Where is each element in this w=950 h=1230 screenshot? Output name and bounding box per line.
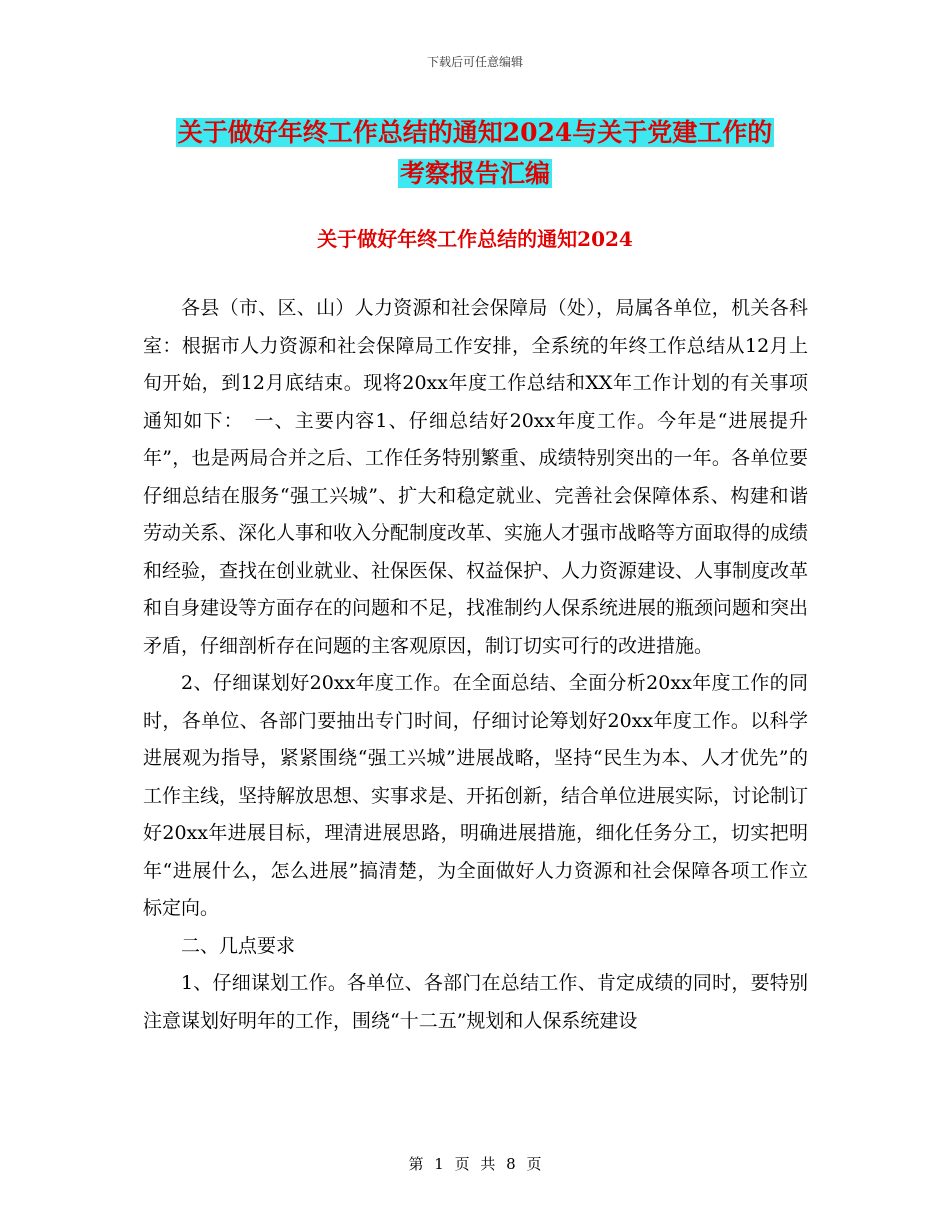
document-title xyxy=(0,112,950,194)
section-title: 关于做好年终工作总结的通知2024 xyxy=(317,227,633,251)
document-title-line-1: 关于做好年终工作总结的通知2024与关于党建工作的 xyxy=(177,118,773,147)
paragraph: 二、几点要求 xyxy=(181,934,296,957)
header-note: 下载后可任意编辑 xyxy=(426,55,523,69)
page-number-footer: 第 1 页 共 8 页 xyxy=(408,1155,542,1173)
paragraph: 2、仔细谋划好20xx年度工作。在全面总结、全面分析20xx年度工作的同时，各单位、各部门要抽出专门时间，仔细讨论筹划好20xx年度工作。以科学进展观为指导，紧紧围绕“强工兴城”进展战略，坚持“民生为本、人才优先”的工作主线，坚持解放思想、实事求是、开拓创新，结合单位进展实际，讨论制订好20xx年进展目标，理清进展思路，明确进展措施，细化任务分工，切实把明年“进展什么，怎么进展”搞清楚，为全面做好人力资源和社会保障各项工作立标定向。 xyxy=(143,672,809,919)
document-body xyxy=(143,290,808,1040)
paragraph: 各县（市、区、山）人力资源和社会保障局（处），局属各单位，机关各科室：根据市人力资源和社会保障局工作安排，全系统的年终工作总结从12月上旬开始，到12月底结束。现将20xx年度工作总结和XX年工作计划的有关事项通知如下： 一、主要内容1、仔细总结好20xx年度工作。今年是“进展提升年”，也是两局合并之后、工作任务特别繁重、成绩特别突出的一年。各单位要仔细总结在服务“强工兴城”、扩大和稳定就业、完善社会保障体系、构建和谐劳动关系、深化人事和收入分配制度改革、实施人才强市战略等方面取得的成绩和经验，查找在创业就业、社保医保、权益保护、人力资源建设、人事制度改革和自身建设等方面存在的问题和不足，找准制约人保系统进展的瓶颈问题和突出矛盾，仔细剖析存在问题的主客观原因，制订切实可行的改进措施。 xyxy=(143,297,809,657)
document-title-line-2: 考察报告汇编 xyxy=(399,159,550,188)
paragraph: 1、仔细谋划工作。各单位、各部门在总结工作、肯定成绩的同时，要特别注意谋划好明年的工作，围绕“十二五”规划和人保系统建设 xyxy=(143,972,808,1032)
